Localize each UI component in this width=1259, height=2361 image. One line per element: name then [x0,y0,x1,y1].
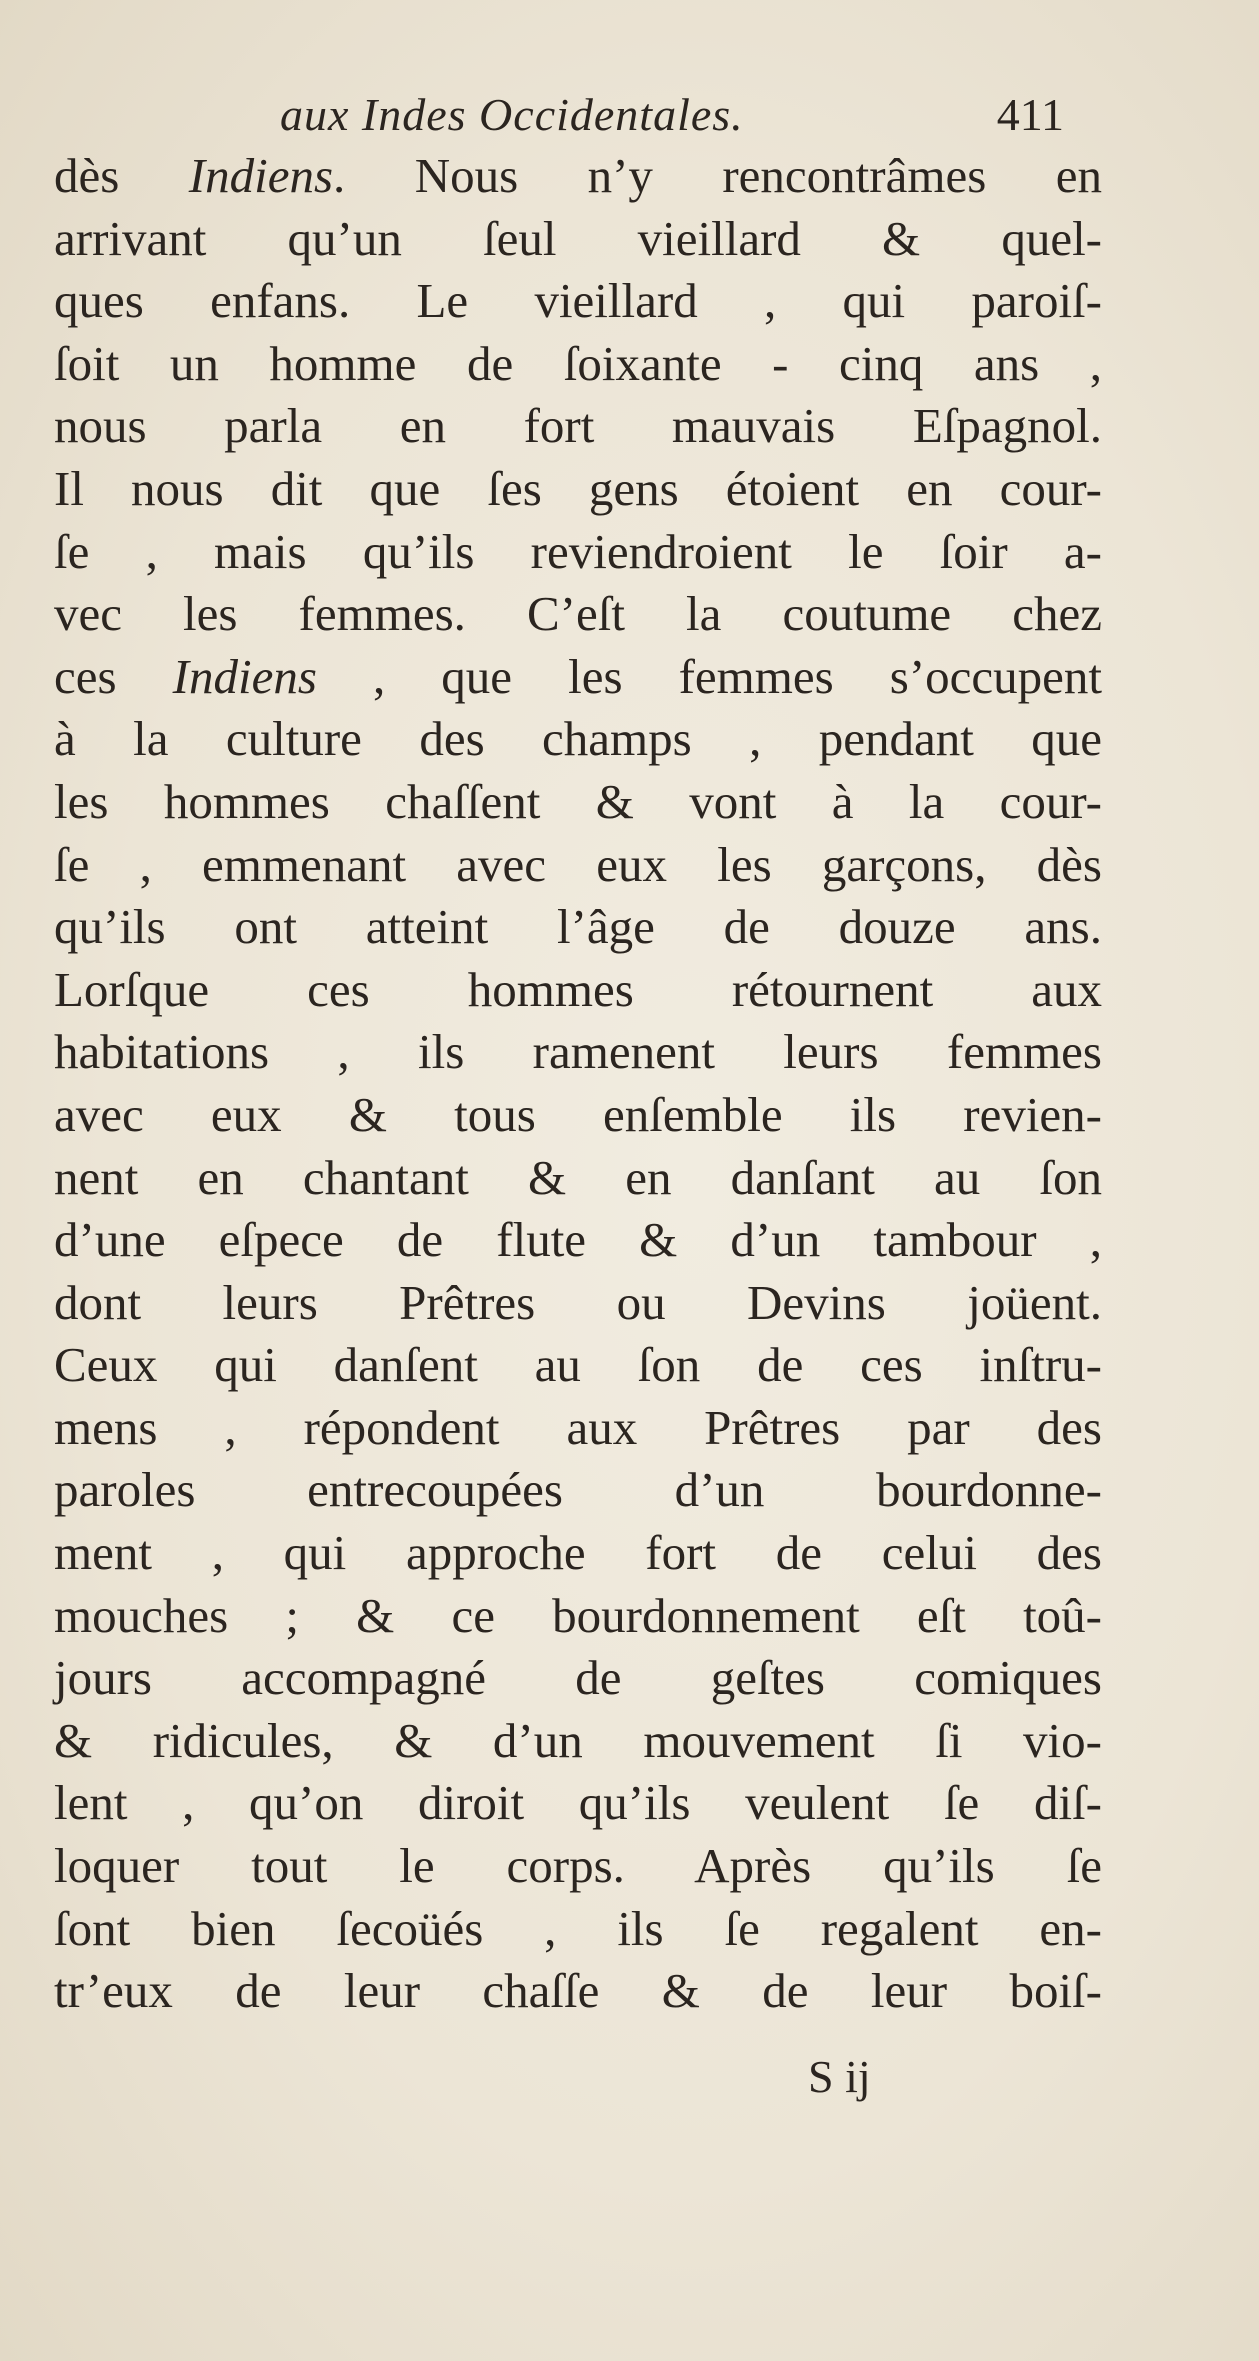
text-segment: dès [54,148,189,203]
text-segment: ment , qui approche fort de celui des [54,1525,1102,1581]
text-segment: ſe , emmenant avec eux les garçons, dès [54,836,1102,892]
text-line [54,1334,1102,1397]
text-line [54,208,1102,271]
text-segment: qu’ils ont atteint l’âge de douze ans. [54,899,1102,955]
text-segment: paroles entrecoupées d’un bourdonne- [54,1462,1102,1518]
text-line [54,395,1102,458]
text-line [54,959,1102,1022]
text-segment: tr’eux de leur chaſſe & de leur boiſ- [54,1963,1102,2019]
text-segment: les hommes chaſſent & vont à la cour- [54,773,1102,829]
text-line [54,1397,1102,1460]
text-line [54,1960,1102,2023]
text-line [54,270,1102,333]
text-line [54,1772,1102,1835]
text-segment: arrivant qu’un ſeul vieillard & quel- [54,210,1102,266]
text-line [54,1585,1102,1648]
text-line [54,1459,1102,1522]
text-segment: lent , qu’on diroit qu’ils veulent ſe diſ- [54,1775,1102,1831]
text-line [54,1522,1102,1585]
text-line [54,521,1102,584]
running-title: aux Indes Occidentales. [280,89,744,140]
text-line [54,1272,1102,1335]
text-line [54,1147,1102,1210]
text-line [54,1647,1102,1710]
text-segment: ſoit un homme de ſoixante - cinq ans , [54,335,1102,391]
text-segment: jours accompagné de geſtes comiques [54,1650,1102,1706]
text-segment: avec eux & tous enſemble ils revien- [54,1086,1102,1142]
text-line [54,1898,1102,1961]
text-segment: dont leurs Prêtres ou Devins joüent. [54,1274,1102,1330]
text-line [54,896,1102,959]
text-line [54,1710,1102,1773]
text-segment: à la culture des champs , pendant que [54,711,1102,767]
text-line [54,834,1102,897]
text-segment: nent en chantant & en danſant au ſon [54,1149,1102,1205]
text-line [54,458,1102,521]
text-segment: ſont bien ſecoüés , ils ſe regalent en- [54,1900,1102,1956]
text-segment: ſe , mais qu’ils reviendroient le ſoir a- [54,523,1102,579]
text-segment: mens , répondent aux Prêtres par des [54,1399,1102,1455]
text-segment: , que les femmes s’occupent [316,648,1102,704]
text-line [54,1021,1102,1084]
text-segment: ques enfans. Le vieillard , qui paroiſ- [54,273,1102,329]
text-line [54,333,1102,396]
text-line [54,646,1102,709]
text-line [54,145,1102,208]
italic-text: Indiens [172,648,317,704]
signature-mark: S ij [808,2051,871,2102]
text-line [54,771,1102,834]
text-segment: & ridicules, & d’un mouvement ſi vio- [54,1712,1102,1768]
text-segment: vec les femmes. C’eſt la coutume chez [54,586,1102,642]
text-line [54,583,1102,646]
text-segment: habitations , ils ramenent leurs femmes [54,1024,1102,1080]
text-line [54,1209,1102,1272]
text-line [54,708,1102,771]
text-segment: ces [54,648,173,704]
text-segment: mouches ; & ce bourdonnement eſt toû- [54,1587,1102,1643]
text-segment: Ceux qui danſent au ſon de ces inſtru- [54,1337,1102,1393]
text-line [54,1084,1102,1147]
text-segment: nous parla en fort mauvais Eſpagnol. [54,398,1102,454]
text-line [54,1835,1102,1898]
text-segment: Il nous dit que ſes gens étoient en cour- [54,460,1102,516]
text-segment: d’une eſpece de flute & d’un tambour , [54,1212,1102,1268]
text-segment: . Nous n’y rencontrâmes en [333,148,1102,203]
body-text [54,145,1102,2023]
italic-text: Indiens [188,148,334,203]
text-segment: loquer tout le corps. Après qu’ils ſe [54,1838,1102,1894]
text-segment: Lorſque ces hommes rétournent aux [54,961,1102,1017]
page-number: 411 [996,89,1064,140]
